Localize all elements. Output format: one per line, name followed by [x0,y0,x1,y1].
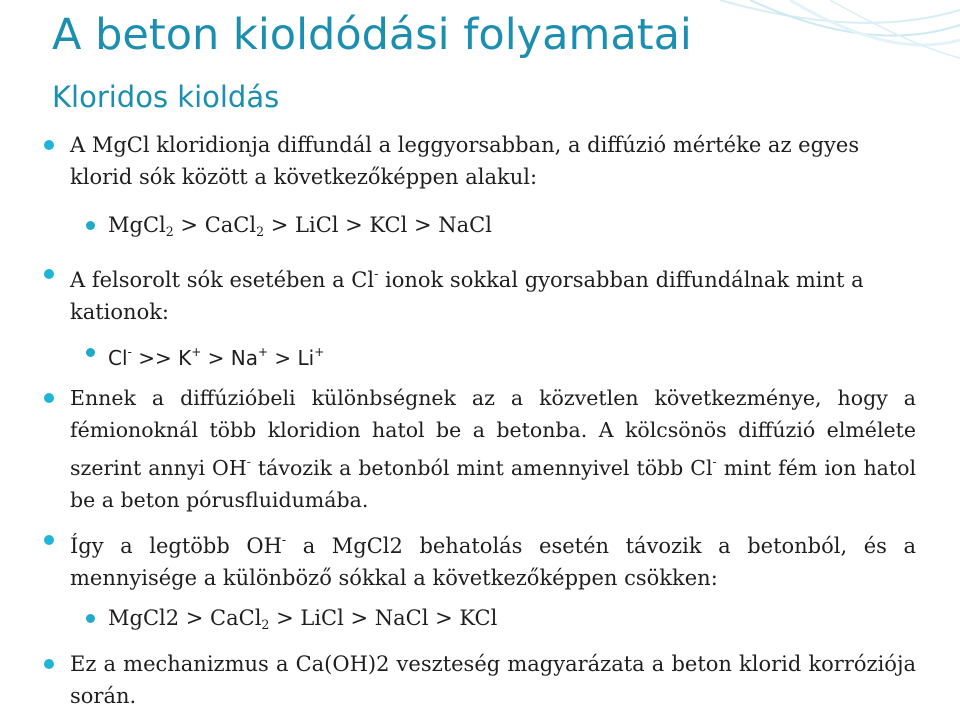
text-part: Így a legtöbb OH [70,534,282,558]
bullet-icon [86,221,95,230]
formula-part: > LiCl > KCl > NaCl [264,213,492,237]
bullet-item-mechanism [70,648,916,712]
bullet-icon [86,614,95,623]
sub-bullet-order-2 [108,602,908,641]
superscript: + [191,345,202,359]
formula-part: Cl [108,346,128,370]
formula-part: MgCl2 > CaCl [108,606,262,630]
superscript: - [246,455,251,469]
bullet-icon [86,348,95,357]
superscript: - [127,345,132,359]
bullet-item-oh-loss [70,524,916,594]
bullet-item-chloride-ions [70,258,916,328]
superscript: + [314,345,325,359]
slide-title: A beton kioldódási folyamatai [52,10,692,60]
text-part: Ennek a diffúzióbeli különbségnek az a közvetlen következménye, hogy a fémionoknál több kloridion hatol be a betonba. A kölcsönös diffúzió elmélete szerint annyi OH [70,386,916,480]
formula-part: MgCl [108,213,166,237]
decorative-swoosh [660,0,960,90]
formula-part: > LiCl > NaCl > KCl [269,606,498,630]
bullet-text: A MgCl kloridionja diffundál a leggyorsabban, a diffúzió mértéke az egyes klorid sók között a következőképpen alakul: [70,133,860,189]
bullet-icon [44,659,54,669]
subscript: 2 [165,224,174,239]
sub-bullet-ion-order [108,336,908,374]
text-part: távozik a betonból mint amennyivel több Cl [250,456,713,480]
superscript: - [281,532,287,547]
formula-part: >> K [131,346,192,370]
bullet-icon [44,535,54,545]
text-part: a MgCl2 behatolás esetén távozik a betonból, és a mennyisége a különböző sókkal a következőképpen csökken: [70,534,916,590]
bullet-icon [44,140,54,150]
formula-part: > CaCl [173,213,257,237]
bullet-item-mutual-diffusion [70,382,916,516]
text-part: A felsorolt sók esetében a Cl [70,268,375,292]
slide-subtitle: Kloridos kioldás [52,80,280,114]
bullet-icon [44,269,54,279]
bullet-item-diffusion-rate [70,129,916,193]
subscript: 2 [261,617,270,632]
bullet-icon [44,393,54,403]
superscript: - [374,266,379,281]
formula-part: > Li [268,346,315,370]
text-part: mint fém ion hatol be a beton pórusfluidumába. [70,456,917,512]
bullet-text: Ez a mechanizmus a Ca(OH)2 veszteség magyarázata a beton klorid korróziója során. [70,652,916,708]
superscript: + [258,345,269,359]
sub-bullet-order-1 [108,209,908,248]
formula-part: > Na [201,346,258,370]
subscript: 2 [256,224,265,239]
text-part: ionok sokkal gyorsabban diffundálnak mint a kationok: [70,268,864,324]
superscript: - [712,455,717,469]
